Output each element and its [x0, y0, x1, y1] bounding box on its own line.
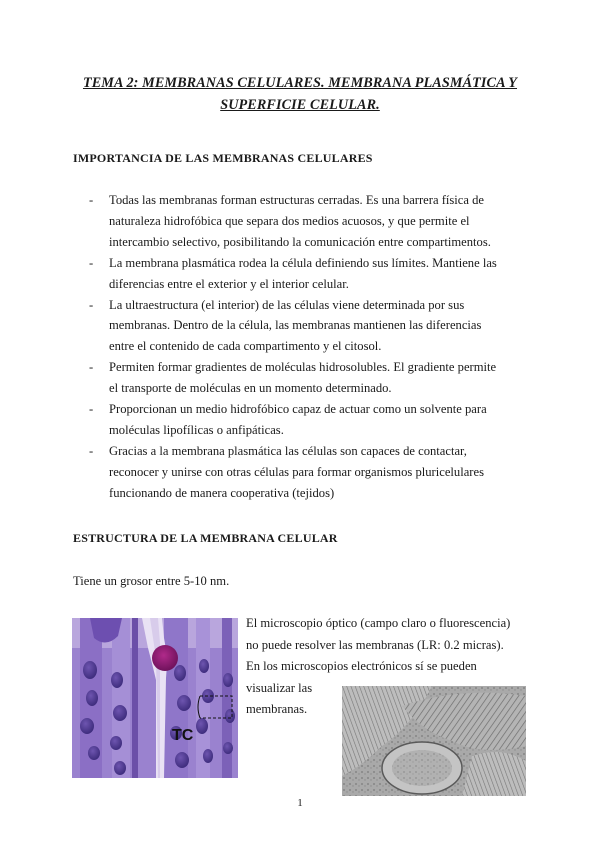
bullet-line: funcionando de manera cooperativa (tejidos) — [109, 485, 335, 500]
bullet-line: el transporte de moléculas en un momento determinado. — [109, 381, 392, 396]
title-line-2: SUPERFICIE CELULAR. — [220, 97, 380, 113]
paragraph-line: En los microscopios electrónicos sí se pueden — [246, 659, 477, 673]
bullet-line: La ultraestructura (el interior) de las células viene determinada por sus — [109, 297, 465, 312]
bullet-line: membranas. Dentro de la célula, las membranas mantienen las diferencias — [109, 318, 482, 333]
section-heading-structure: ESTRUCTURA DE LA MEMBRANA CELULAR — [73, 531, 338, 545]
bullet-dash: - — [89, 443, 94, 458]
bullet-item — [88, 441, 528, 504]
bullet-item — [88, 295, 528, 358]
bullet-line: Proporcionan un medio hidrofóbico capaz de actuar como un solvente para — [109, 402, 487, 417]
bullet-line: Permiten formar gradientes de moléculas hidrosolubles. El gradiente permite — [109, 360, 497, 375]
section-heading-importance: IMPORTANCIA DE LAS MEMBRANAS CELULARES — [73, 151, 373, 165]
importance-bullet-list — [88, 190, 528, 504]
bullet-item — [88, 190, 528, 253]
bullet-line: naturaleza hidrofóbica que separa dos medios acuosos, y que permite el — [109, 213, 470, 228]
paragraph-line: visualizar las — [246, 680, 313, 695]
bullet-item — [88, 253, 528, 295]
bullet-line: diferencias entre el exterior y el interior celular. — [109, 276, 349, 291]
bullet-line: intercambio selectivo, posibilitando la comunicación entre compartimentos. — [109, 234, 491, 249]
bullet-line: reconocer y unirse con otras células para formar organismos pluricelulares — [109, 464, 484, 479]
page-number: 1 — [297, 797, 303, 809]
electron-micrograph-image — [342, 686, 526, 796]
paragraph-line: membranas. — [246, 702, 308, 716]
paragraph-line: El microscopio óptico (campo claro o fluorescencia) — [246, 616, 511, 630]
light-micrograph-image — [72, 618, 238, 778]
bullet-line: entre el contenido de cada compartimento y el citosol. — [109, 339, 382, 354]
paragraph-line: no puede resolver las membranas (LR: 0.2 micras). — [246, 637, 504, 652]
bullet-item — [88, 357, 528, 399]
page-title — [60, 72, 540, 116]
bullet-dash: - — [89, 360, 94, 375]
figure-label-tc: TC — [172, 727, 194, 744]
bullet-dash: - — [89, 255, 94, 270]
bullet-line: La membrana plasmática rodea la célula definiendo sus límites. Mantiene las — [109, 255, 497, 270]
bullet-dash: - — [89, 297, 94, 312]
bullet-line: moléculas lipofílicas o anfipáticas. — [109, 422, 284, 437]
title-line-1: TEMA 2: MEMBRANAS CELULARES. MEMBRANA PLASMÁTICA Y — [82, 75, 518, 91]
bullet-dash: - — [89, 402, 94, 417]
bullet-line: Todas las membranas forman estructuras cerradas. Es una barrera física de — [109, 193, 485, 207]
electron-micrograph-figure — [342, 686, 526, 796]
light-micrograph-figure — [72, 618, 238, 778]
bullet-line: Gracias a la membrana plasmática las células son capaces de contactar, — [109, 443, 467, 458]
bullet-dash: - — [89, 193, 94, 207]
thickness-paragraph: Tiene un grosor entre 5-10 nm. — [73, 574, 230, 588]
bullet-item — [88, 399, 528, 441]
